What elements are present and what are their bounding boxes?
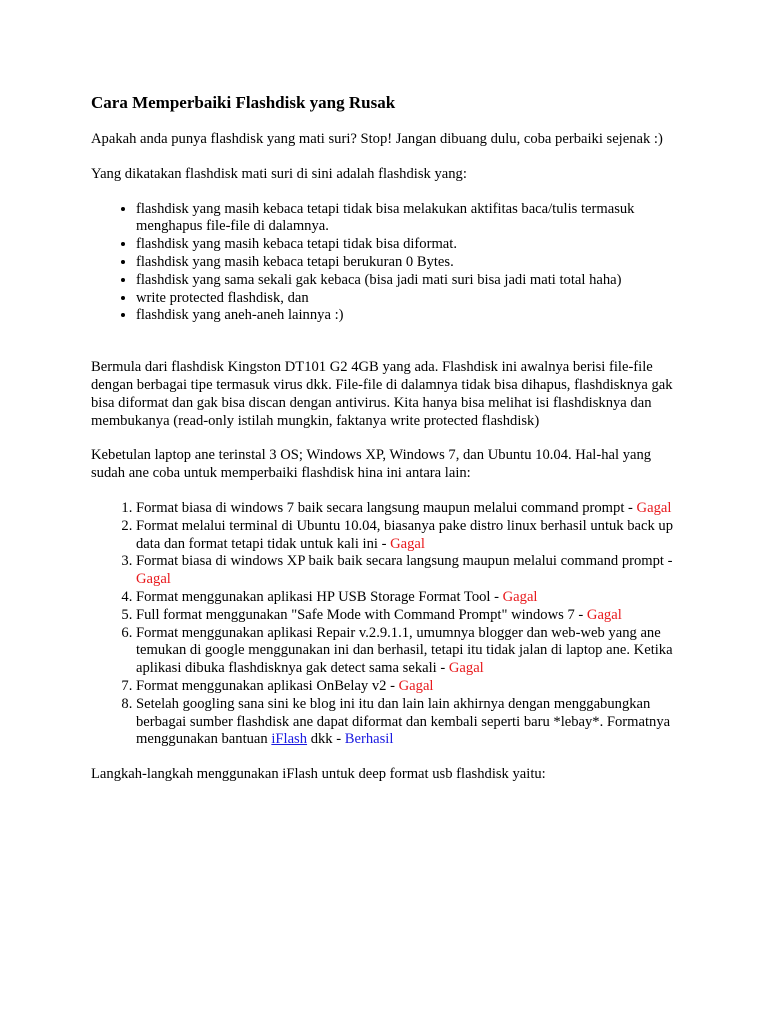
attempt-text-after-link: dkk - (307, 731, 345, 748)
list-item: • flashdisk yang masih kebaca tetapi tidak bisa diformat. (136, 236, 681, 254)
spacer (91, 342, 681, 359)
attempt-text: Format menggunakan aplikasi Repair v.2.9.1.1, umumnya blogger dan web-web yang ane temukan di google menggunakan ini dan berhasil, tetapi itu tidak jalan di laptop ane. Ketika aplikasi dibuka flashdisknya gak detect sama sekali - (136, 624, 673, 677)
symptom-list (91, 201, 681, 326)
definition-intro: Yang dikatakan flashdisk mati suri di sini adalah flashdisk yang: (91, 165, 467, 182)
list-item: • flashdisk yang masih kebaca tetapi tidak bisa melakukan aktifitas baca/tulis termasuk menghapus file-file di dalamnya. (136, 201, 681, 237)
result-fail: Gagal (448, 660, 484, 677)
attempt-item (136, 678, 681, 696)
list-item: • flashdisk yang sama sekali gak kebaca (bisa jadi mati suri bisa jadi mati total haha) (136, 272, 681, 290)
result-fail: Gagal (136, 571, 171, 588)
list-item: • flashdisk yang masih kebaca tetapi berukuran 0 Bytes. (136, 254, 681, 272)
attempt-item (136, 518, 681, 554)
page-title: Cara Memperbaiki Flashdisk yang Rusak (91, 93, 396, 112)
result-fail: Gagal (502, 588, 538, 605)
attempt-text: Setelah googling sana sini ke blog ini itu dan lain lain akhirnya dengan menggabungkan berbagai sumber flashdisk ane dapat diformat dan kembali seperti baru *lebay*. Formatnya menggunakan bantuan (136, 695, 671, 748)
attempt-list (91, 500, 681, 749)
list-item: • flashdisk yang aneh-aneh lainnya :) (136, 307, 681, 325)
attempt-text: Full format menggunakan "Safe Mode with Command Prompt" windows 7 - (136, 606, 587, 623)
attempt-item (136, 500, 681, 518)
iflash-link[interactable]: iFlash (271, 731, 308, 748)
attempt-item (136, 625, 681, 678)
attempt-item-final (136, 696, 681, 749)
attempt-item (136, 589, 681, 607)
os-intro-paragraph: Kebetulan laptop ane terinstal 3 OS; Windows XP, Windows 7, dan Ubuntu 10.04. Hal-hal yang sudah ane coba untuk memperbaiki flashdisk hina ini antara lain: (91, 447, 652, 482)
document-page (91, 92, 681, 801)
attempt-text: Format melalui terminal di Ubuntu 10.04, biasanya pake distro linux berhasil untuk back up data dan format tetapi tidak untuk kali ini - (136, 517, 674, 552)
attempt-text: Format menggunakan aplikasi OnBelay v2 - (136, 677, 399, 694)
attempt-text: Format biasa di windows 7 baik secara langsung maupun melalui command prompt - (136, 499, 637, 516)
story-paragraph: Bermula dari flashdisk Kingston DT101 G2 4GB yang ada. Flashdisk ini awalnya berisi file-file dengan berbagai tipe termasuk virus dkk. File-file di dalamnya tidak bisa dihapus, flashdisknya gak bisa diformat dan gak bisa discan dengan antivirus. Kita hanya bisa melihat isi flashdisknya dan membukanya (read-only istilah mungkin, faktanya write protected flashdisk) (91, 359, 673, 429)
result-fail: Gagal (390, 535, 425, 552)
attempt-item (136, 553, 681, 589)
result-fail: Gagal (398, 677, 434, 694)
attempt-text: Format menggunakan aplikasi HP USB Storage Format Tool - (136, 588, 503, 605)
steps-intro-paragraph: Langkah-langkah menggunakan iFlash untuk deep format usb flashdisk yaitu: (91, 766, 546, 783)
result-success: Berhasil (344, 731, 394, 748)
attempt-text: Format biasa di windows XP baik baik secara langsung maupun melalui command prompt - (136, 553, 673, 570)
list-item: • write protected flashdisk, dan (136, 290, 681, 308)
result-fail: Gagal (636, 499, 672, 516)
attempt-item (136, 607, 681, 625)
result-fail: Gagal (586, 606, 622, 623)
intro-paragraph: Apakah anda punya flashdisk yang mati suri? Stop! Jangan dibuang dulu, coba perbaiki sejenak :) (91, 131, 663, 147)
